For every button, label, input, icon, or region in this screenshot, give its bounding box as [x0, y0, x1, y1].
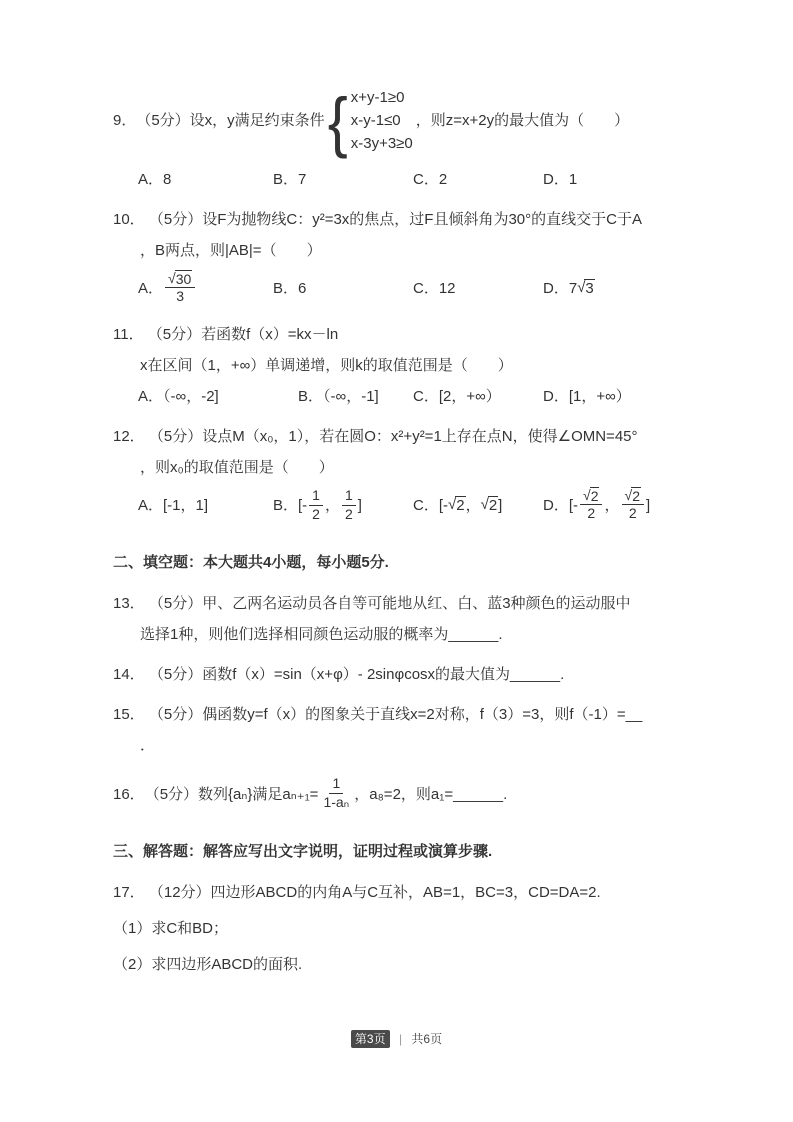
- fraction-denominator: 3: [176, 288, 185, 305]
- question-12-line1: （5分）设点M（x₀，1），若在圆O：x²+y²=1上存在点N，使得∠OMN=45°: [148, 428, 638, 445]
- constraint-system: [327, 83, 413, 159]
- question-15-line1: （5分）偶函数y=f（x）的图象关于直线x=2对称，f（3）=3，则f（-1）=__: [148, 706, 643, 723]
- question-12-line2-wrap: [113, 452, 713, 483]
- fraction-numerator: 1: [342, 487, 356, 506]
- question-16: [113, 770, 713, 816]
- sqrt: [448, 496, 466, 514]
- question-11-line2: x在区间（1，+∞）单调递增，则k的取值范围是（ ）: [140, 357, 513, 374]
- fraction: [320, 775, 352, 811]
- question-9-intro: （5分）设x，y满足约束条件: [136, 112, 325, 129]
- fraction-numerator: 1: [329, 775, 343, 794]
- option-12-b-suffix: ]: [357, 496, 362, 514]
- question-10-line2-wrap: [113, 235, 713, 266]
- option-11-c: C．[2，+∞）: [413, 388, 501, 405]
- option-12-c: [413, 490, 543, 521]
- question-13-line1-wrap: [113, 588, 713, 619]
- question-11-line2-wrap: [113, 350, 713, 381]
- fraction-denominator: 2: [587, 505, 596, 522]
- fraction: [309, 487, 323, 523]
- radical-icon: √: [480, 495, 489, 513]
- question-12-line1-wrap: [113, 421, 713, 452]
- sqrt: [168, 270, 192, 287]
- fraction-numerator: [165, 270, 195, 288]
- fraction-numerator: [622, 487, 644, 505]
- question-9-outro: ，则z=x+2y的最大值为（ ）: [415, 112, 630, 129]
- radicand: 2: [456, 496, 465, 514]
- question-15-line2-wrap: [113, 730, 713, 761]
- radical-icon: √: [168, 270, 176, 287]
- radical-icon: √: [624, 487, 633, 504]
- option-12-c-prefix: C．[-: [413, 496, 448, 514]
- option-9-d: D．1: [543, 171, 578, 188]
- constraint-list: [351, 88, 413, 154]
- option-10-d-label: D．7: [543, 279, 578, 297]
- option-12-b: [273, 487, 413, 523]
- fraction: [580, 487, 602, 523]
- question-17-line1-wrap: [113, 877, 713, 908]
- radical-icon: √: [577, 278, 586, 296]
- question-13-number: 13．: [113, 595, 145, 612]
- option-12-d: [543, 487, 713, 523]
- question-16-stem: [113, 770, 713, 816]
- question-17-number: 17．: [113, 884, 145, 901]
- question-15-line1-wrap: [113, 699, 713, 730]
- question-13-line2: 选择1种，则他们选择相同颜色运动服的概率为______.: [140, 626, 503, 643]
- option-12-c-suffix: ]: [498, 496, 503, 514]
- sqrt: [625, 487, 641, 504]
- sqrt: [481, 496, 499, 514]
- left-brace: {: [327, 83, 348, 159]
- option-11-d: D．[1，+∞）: [543, 388, 631, 405]
- constraint-1: x+y-1≥0: [350, 89, 405, 106]
- fraction-numerator: 1: [309, 487, 323, 506]
- fraction-denominator: 2: [312, 505, 320, 522]
- constraint-3: x-3y+3≥0: [350, 135, 413, 152]
- option-11-b: B．（-∞，-1]: [298, 388, 379, 405]
- option-10-c: C．12: [413, 279, 456, 297]
- section-3-title: 三、解答题：解答应写出文字说明，证明过程或演算步骤.: [113, 843, 493, 860]
- option-12-d-suffix: ]: [645, 496, 651, 514]
- option-12-d-comma: ，: [604, 496, 620, 514]
- option-10-b: B．6: [273, 279, 307, 297]
- question-17: [113, 877, 713, 980]
- fraction: [165, 270, 195, 306]
- question-9-options: [113, 164, 713, 195]
- option-12-d-prefix: D．[-: [543, 496, 578, 514]
- page-footer: [0, 1030, 793, 1047]
- question-9-number: 9．: [113, 112, 137, 129]
- fraction: [342, 487, 356, 523]
- option-11-a: A．（-∞，-2]: [138, 388, 219, 405]
- question-9-stem: [113, 83, 713, 159]
- question-11-options: [113, 381, 713, 412]
- radical-icon: √: [583, 487, 591, 504]
- question-12-line2: ，则x₀的取值范围是（ ）: [140, 459, 334, 476]
- option-10-a: [138, 270, 273, 306]
- question-12-number: 12．: [113, 428, 145, 445]
- question-16-outro: ，a₈=2，则a₁=______.: [354, 785, 508, 803]
- question-12-options: [113, 483, 713, 527]
- fraction-denominator: 1-aₙ: [323, 793, 350, 810]
- fraction-numerator: [580, 487, 602, 505]
- constraint-2: x-y-1≤0: [350, 112, 401, 129]
- option-10-a-label: A．: [138, 279, 164, 297]
- radicand: 30: [175, 271, 192, 288]
- question-14-line1: （5分）函数f（x）=sin（x+φ）- 2sinφcosx的最大值为______.: [148, 666, 565, 683]
- question-15-line2: ．: [140, 737, 156, 754]
- question-10-options: [113, 266, 713, 310]
- question-14-line1-wrap: [113, 659, 713, 690]
- option-9-c: C．2: [413, 171, 448, 188]
- option-9-b: B．7: [273, 171, 307, 188]
- question-10-line1-wrap: [113, 204, 713, 235]
- radicand: 3: [585, 279, 594, 297]
- question-9: [113, 83, 713, 195]
- fraction: [622, 487, 644, 523]
- question-14-number: 14．: [113, 666, 145, 683]
- option-12-b-prefix: B．[-: [273, 496, 308, 514]
- total-pages-label: 共6页: [411, 1032, 443, 1046]
- section-2-title: 二、填空题：本大题共4小题，每小题5分.: [113, 554, 389, 571]
- radicand: 2: [632, 488, 640, 505]
- question-15-number: 15．: [113, 706, 145, 723]
- question-10-line2: ，B两点，则|AB|=（ ）: [140, 242, 322, 259]
- question-15: [113, 699, 713, 761]
- question-11: [113, 319, 713, 412]
- question-17-line1: （12分）四边形ABCD的内角A与C互补，AB=1，BC=3，CD=DA=2.: [148, 884, 601, 901]
- fraction-denominator: 2: [628, 505, 637, 522]
- footer-divider: |: [398, 1032, 403, 1046]
- question-13: [113, 588, 713, 650]
- fraction-denominator: 2: [344, 505, 353, 522]
- question-10: [113, 204, 713, 310]
- question-16-number: 16．: [113, 785, 145, 803]
- exam-content: [113, 83, 713, 989]
- question-14: [113, 659, 713, 690]
- sqrt: [577, 279, 595, 297]
- option-10-d: [543, 273, 713, 304]
- question-10-number: 10．: [113, 211, 145, 228]
- sqrt: [583, 487, 599, 504]
- option-12-a: A．[-1，1]: [138, 496, 209, 514]
- question-17-part2: （2）求四边形ABCD的面积.: [113, 956, 303, 973]
- current-page-badge: 第3页: [351, 1030, 390, 1048]
- question-10-line1: （5分）设F为抛物线C：y²=3x的焦点，过F且倾斜角为30°的直线交于C于A: [148, 211, 642, 228]
- option-12-c-comma: ，: [465, 496, 481, 514]
- radicand: 2: [488, 496, 498, 514]
- option-9-a: A．8: [138, 171, 172, 188]
- question-11-line1: （5分）若函数f（x）=kx－ln: [147, 326, 339, 343]
- question-13-line2-wrap: [113, 619, 713, 650]
- question-11-number: 11．: [113, 326, 144, 343]
- radicand: 2: [590, 488, 599, 505]
- option-12-b-comma: ，: [324, 496, 340, 514]
- question-11-line1-wrap: [113, 319, 713, 350]
- question-17-part1: （1）求C和BD；: [113, 920, 229, 937]
- question-12: [113, 421, 713, 527]
- question-13-line1: （5分）甲、乙两名运动员各自等可能地从红、白、蓝3种颜色的运动服中: [148, 595, 631, 612]
- radical-icon: √: [448, 495, 457, 513]
- question-16-intro: （5分）数列{aₙ}满足aₙ₊₁=: [144, 785, 319, 803]
